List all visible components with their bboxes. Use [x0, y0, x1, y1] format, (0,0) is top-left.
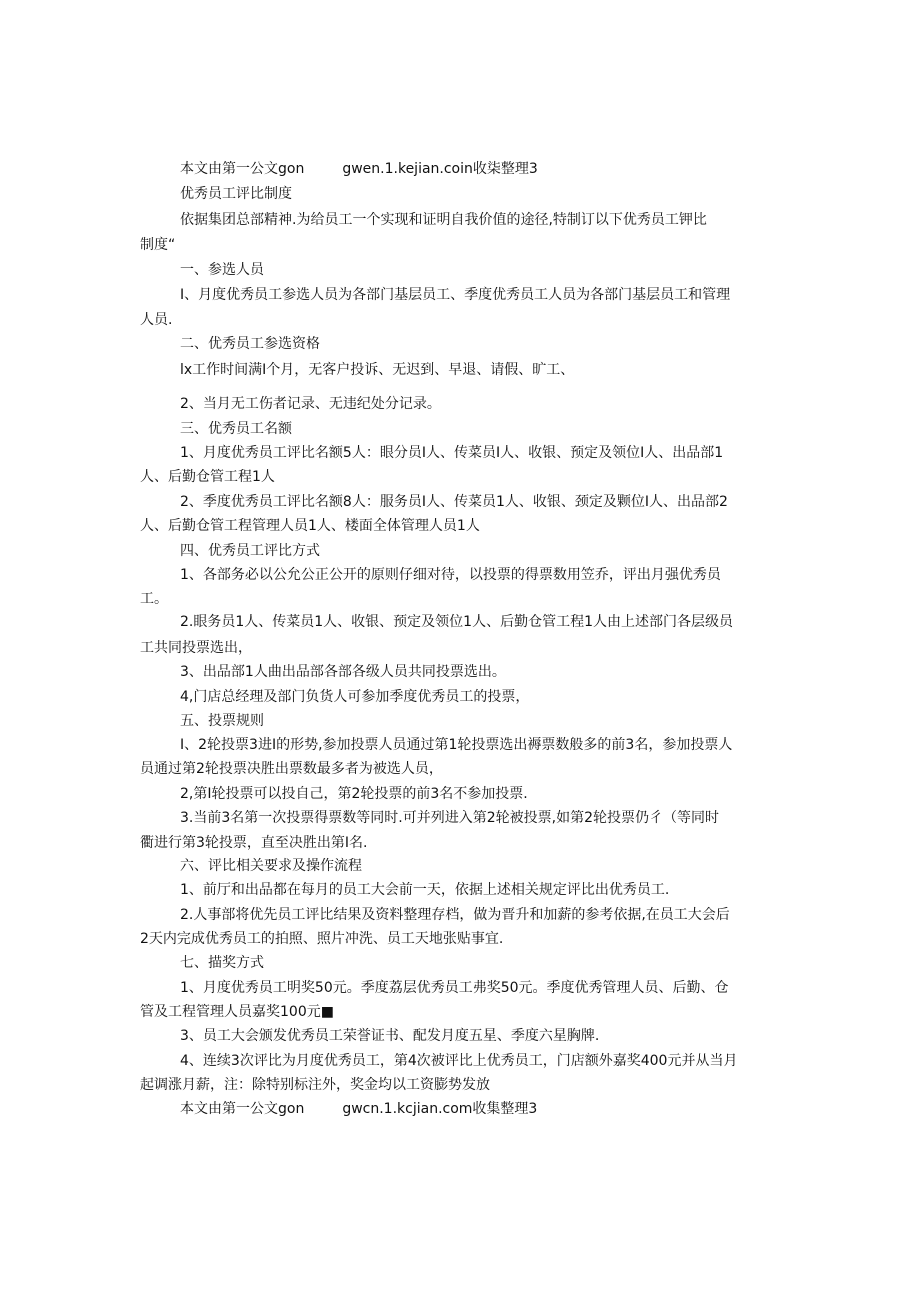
section-7-paragraph-line: 管及工程管理人员嘉奖100元■ — [140, 1004, 334, 1020]
section-3-paragraph-line: 人、后勤仓管工程管理人员1人、楼面全体管理人员1人 — [140, 518, 480, 534]
section-3-paragraph-line: 人、后勤仓管工程1人 — [140, 469, 275, 485]
section-7-paragraph-line: 1、月度优秀员工明奖50元。季度荔层优秀员工弗奖50元。季度优秀管理人员、后勤、仓 — [180, 980, 729, 996]
section-4-paragraph-line: 工共同投票选出， — [140, 640, 252, 656]
source-header-site: 本文由第一公文gon — [180, 161, 305, 177]
source-header-url: gwen.1.kejian.coin收柒整理3 — [342, 161, 538, 177]
section-7-paragraph-line: 起调涨月薪，注：除特别标注外，奖金均以工资膨势发放 — [140, 1077, 490, 1093]
section-5-paragraph-line: 衢进行第3轮投票，直至决胜出第I名. — [140, 835, 368, 851]
section-5-paragraph-line: 员通过第2轮投票决胜出票数最多者为被选人员， — [140, 761, 443, 777]
section-4-paragraph-line: 1、各部务必以公允公正公开的原则仔细对待，以投票的得票数用笠乔，评出月强优秀员 — [180, 567, 721, 583]
section-2-paragraph: 2、当月无工伤者记录、无违纪处分记录。 — [180, 396, 441, 412]
intro-line-1: 依据集团总部精神.为给员工一个实现和证明自我价值的途径,特制订以下优秀员工钾比 — [180, 212, 707, 228]
section-5-paragraph: 2,第I轮投票可以投自己，第2轮投票的前3名不参加投票. — [180, 786, 528, 802]
section-1-heading: 一、参选人员 — [180, 262, 264, 278]
section-3-paragraph-line: 2、季度优秀员工评比名额8人：服务员I人、传菜员1人、收银、颈定及颗位I人、出品部2 — [180, 494, 728, 510]
section-6-paragraph: 1、前厅和出品都在每月的员工大会前一天，依据上述相关规定评比出优秀员工. — [180, 882, 670, 898]
source-header — [180, 160, 538, 178]
section-4-paragraph: 3、出品部1人曲出品部各部各级人员共同投票选出。 — [180, 664, 506, 680]
source-footer — [180, 1100, 537, 1118]
section-5-paragraph-line: I、2轮投票3进I的形势,参加投票人员通过第1轮投票选出褥票数般多的前3名，参加投票人 — [180, 737, 733, 753]
section-2-heading: 二、优秀员工参选资格 — [180, 336, 320, 352]
section-1-paragraph-line: 人员. — [140, 312, 173, 328]
source-footer-site: 本文由第一公文gon — [180, 1101, 305, 1117]
section-4-paragraph: 4,门店总经理及部门负货人可参加季度优秀员工的投票， — [180, 689, 530, 705]
section-5-paragraph-line: 3.当前3名第一次投票得票数等同时.可并列进入第2轮被投票,如第2轮投票仍彳（等同时 — [180, 810, 719, 826]
section-3-heading: 三、优秀员工名额 — [180, 421, 292, 437]
section-6-paragraph-line: 2天内完成优秀员工的拍照、照片冲洗、员工天地张贴事宜. — [140, 931, 504, 947]
section-2-paragraph: lx工作时间满I个月，无客户投诉、无迟到、早退、请假、旷工、 — [180, 362, 575, 378]
section-4-heading: 四、优秀员工评比方式 — [180, 543, 320, 559]
section-1-paragraph-line: I、月度优秀员工参选人员为各部门基层员工、季度优秀员工人员为各部门基层员工和管理 — [180, 287, 731, 303]
section-6-paragraph-line: 2.人事部将优先员工评比结果及资料整理存档，做为晋升和加薪的参考依据,在员工大会后 — [180, 907, 730, 923]
section-5-heading: 五、投票规则 — [180, 713, 264, 729]
section-4-paragraph-line: 2.眼务员1人、传菜员1人、收银、预定及领位1人、后勤仓管工程1人由上述部门各层级员 — [180, 614, 733, 630]
section-7-heading: 七、描奖方式 — [180, 955, 264, 971]
section-3-paragraph-line: 1、月度优秀员工评比名额5人：眼分员I人、传菜员I人、收银、预定及领位I人、出品部1 — [180, 445, 724, 461]
document-title: 优秀员工评比制度 — [180, 186, 292, 202]
source-footer-url: gwcn.1.kcjian.com收集整理3 — [342, 1101, 538, 1117]
section-4-paragraph-line: 工。 — [140, 591, 168, 607]
section-7-paragraph: 3、员工大会颁发优秀员工荣誉证书、配发月度五星、季度六星胸牌. — [180, 1028, 600, 1044]
section-6-heading: 六、评比相关要求及操作流程 — [180, 858, 362, 874]
section-7-paragraph-line: 4、连续3次评比为月度优秀员工，第4次被评比上优秀员工，门店额外嘉奖400元并从当月 — [180, 1053, 738, 1069]
intro-line-2: 制度“ — [140, 237, 176, 253]
